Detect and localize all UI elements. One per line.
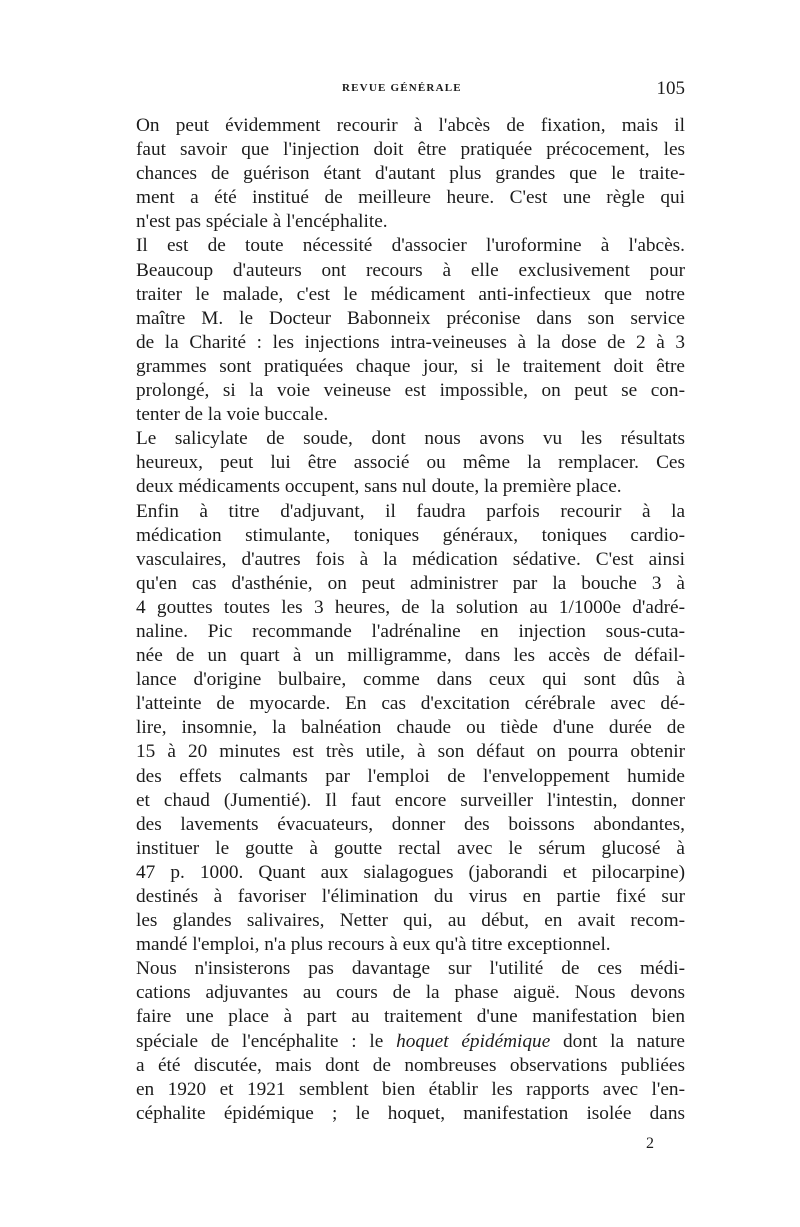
running-head: REVUE GÉNÉRALE: [342, 82, 462, 94]
text-line: l'atteinte de myocarde. En cas d'excitation cérébrale avec dé-: [136, 693, 685, 715]
text-line: en 1920 et 1921 semblent bien établir les rapports avec l'en-: [136, 1078, 685, 1100]
text-line: Nous n'insisterons pas davantage sur l'utilité de ces médi-: [136, 958, 685, 980]
text-line: mandé l'emploi, n'a plus recours à eux qu'à titre exceptionnel.: [136, 934, 611, 956]
text-line: lire, insomnie, la balnéation chaude ou tiède d'une durée de: [136, 717, 685, 739]
signature-mark: 2: [646, 1135, 654, 1152]
paragraph: [118, 957, 685, 1126]
text-line: de la Charité : les injections intra-veineuses à la dose de 2 à 3: [136, 331, 685, 353]
page-number: 105: [656, 78, 685, 99]
text-line: destinés à favoriser l'élimination du virus en partie fixé sur: [136, 886, 685, 907]
text-line: qu'en cas d'asthénie, on peut administrer par la bouche 3 à: [136, 572, 685, 594]
paragraph: [118, 500, 685, 958]
text-line: 4 gouttes toutes les 3 heures, de la solution au 1/1000e d'adré-: [136, 596, 685, 618]
text-line: faut savoir que l'injection doit être pratiquée précocement, les: [136, 139, 685, 161]
text-line: grammes sont pratiquées chaque jour, si le traitement doit être: [136, 355, 685, 377]
text-line: et chaud (Jumentié). Il faut encore surveiller l'intestin, donner: [136, 789, 685, 811]
text-line: lance d'origine bulbaire, comme dans ceux qui sont dûs à: [136, 669, 685, 691]
text-line: des lavements évacuateurs, donner des boissons abondantes,: [136, 813, 685, 835]
text-line: Enfin à titre d'adjuvant, il faudra parfois recourir à la: [136, 500, 685, 522]
text-line: deux médicaments occupent, sans nul doute, la première place.: [136, 476, 622, 498]
text-line: Il est de toute nécessité d'associer l'uroformine à l'abcès.: [136, 235, 685, 257]
text-line: les glandes salivaires, Netter qui, au début, en avait recom-: [136, 910, 685, 932]
text-line: instituer le goutte à goutte rectal avec le sérum glucosé à: [136, 837, 685, 859]
text-line: naline. Pic recommande l'adrénaline en injection sous-cuta-: [136, 620, 685, 642]
text-line: maître M. le Docteur Babonneix préconise dans son service: [136, 307, 685, 329]
text-line: Le salicylate de soude, dont nous avons vu les résultats: [136, 428, 685, 450]
text-line: vasculaires, d'autres fois à la médication sédative. C'est ainsi: [136, 548, 685, 570]
text-line: 47 p. 1000. Quant aux sialagogues (jaborandi et pilocarpine): [136, 861, 685, 883]
text-line: tenter de la voie buccale.: [136, 404, 329, 426]
text-line: n'est pas spéciale à l'encéphalite.: [136, 211, 388, 233]
text-line: 15 à 20 minutes est très utile, à son défaut on pourra obtenir: [136, 741, 685, 763]
text-line: heureux, peut lui être associé ou même la remplacer. Ces: [136, 452, 685, 474]
paragraph: [118, 114, 685, 234]
text-line: céphalite épidémique ; le hoquet, manifestation isolée dans: [136, 1102, 685, 1124]
text-line: prolongé, si la voie veineuse est impossible, on peut se con-: [136, 380, 685, 402]
text-line: spéciale de l'encéphalite : le hoquet épidémique dont la nature: [136, 1030, 685, 1052]
text-line: ment a été institué de meilleure heure. C'est une règle qui: [136, 187, 685, 209]
text-line: On peut évidemment recourir à l'abcès de fixation, mais il: [136, 115, 685, 136]
text-line: née de un quart à un milligramme, dans les accès de défail-: [136, 645, 685, 667]
text-line: cations adjuvantes au cours de la phase aiguë. Nous devons: [136, 982, 685, 1004]
text-line: traiter le malade, c'est le médicament anti-infectieux que notre: [136, 283, 685, 305]
body-text: [118, 114, 685, 1126]
paragraph: [118, 234, 685, 427]
text-line: Beaucoup d'auteurs ont recours à elle exclusivement pour: [136, 259, 685, 281]
text-line: faire une place à part au traitement d'une manifestation bien: [136, 1006, 685, 1028]
page-header: [118, 78, 685, 102]
text-line: a été discutée, mais dont de nombreuses observations publiées: [136, 1054, 685, 1076]
text-line: chances de guérison étant d'autant plus grandes que le traite-: [136, 163, 685, 185]
text-line: médication stimulante, toniques généraux, toniques cardio-: [136, 524, 685, 546]
text-line: des effets calmants par l'emploi de l'enveloppement humide: [136, 765, 685, 787]
paragraph: [118, 427, 685, 499]
